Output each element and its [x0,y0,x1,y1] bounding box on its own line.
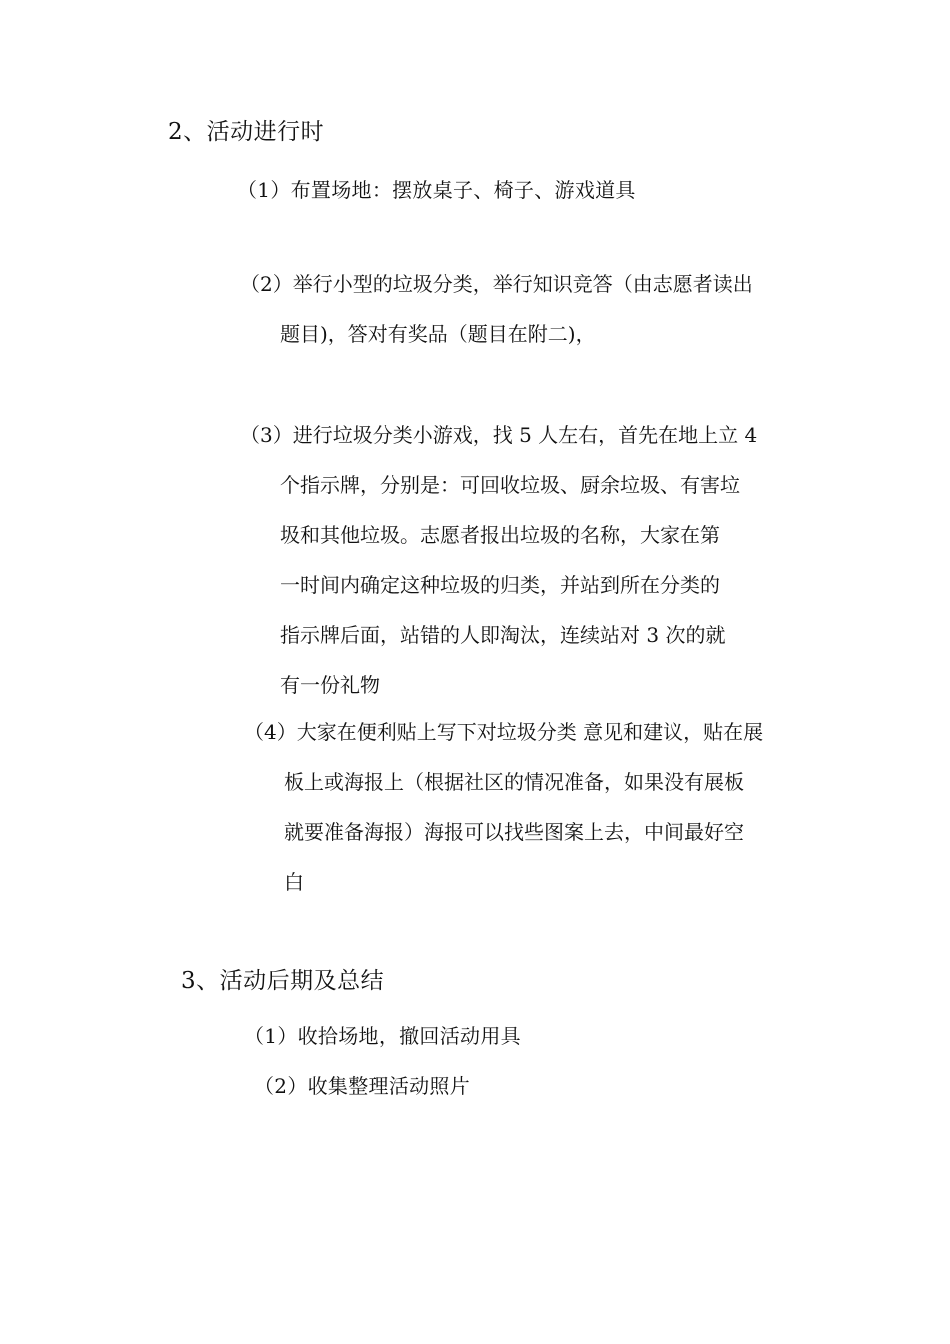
paragraph-line: （4）大家在便利贴上写下对垃圾分类 意见和建议，贴在展 [244,720,764,744]
section-3-heading: 3、活动后期及总结 [181,968,385,994]
section-2-item-4 [244,707,810,907]
paragraph-line: 题目)，答对有奖品（题目在附二)， [280,322,596,346]
paragraph-line: 就要准备海报）海报可以找些图案上去，中间最好空 [284,820,744,844]
section-2-item-1: （1）布置场地：摆放桌子、椅子、游戏道具 [237,178,636,202]
section-3-item-2: （2）收集整理活动照片 [254,1074,471,1098]
paragraph-line: 个指示牌，分别是：可回收垃圾、厨余垃圾、有害垃 [280,473,740,497]
paragraph-line: 一时间内确定这种垃圾的归类，并站到所在分类的 [280,573,720,597]
section-2-item-3 [240,410,810,710]
paragraph-line: 有一份礼物 [280,673,380,697]
paragraph-line: 板上或海报上（根据社区的情况准备，如果没有展板 [284,770,744,794]
section-2-heading: 2、活动进行时 [168,119,325,145]
paragraph-line: （2）举行小型的垃圾分类，举行知识竞答（由志愿者读出 [240,272,753,296]
section-3-item-1: （1）收拾场地，撤回活动用具 [244,1024,521,1048]
paragraph-line: 指示牌后面，站错的人即淘汰，连续站对 3 次的就 [280,623,726,647]
paragraph-line: 白 [284,870,304,894]
section-2-item-2 [240,259,810,359]
paragraph-line: （3）进行垃圾分类小游戏，找 5 人左右，首先在地上立 4 [240,423,758,447]
paragraph-line: 圾和其他垃圾。志愿者报出垃圾的名称，大家在第 [280,523,720,547]
